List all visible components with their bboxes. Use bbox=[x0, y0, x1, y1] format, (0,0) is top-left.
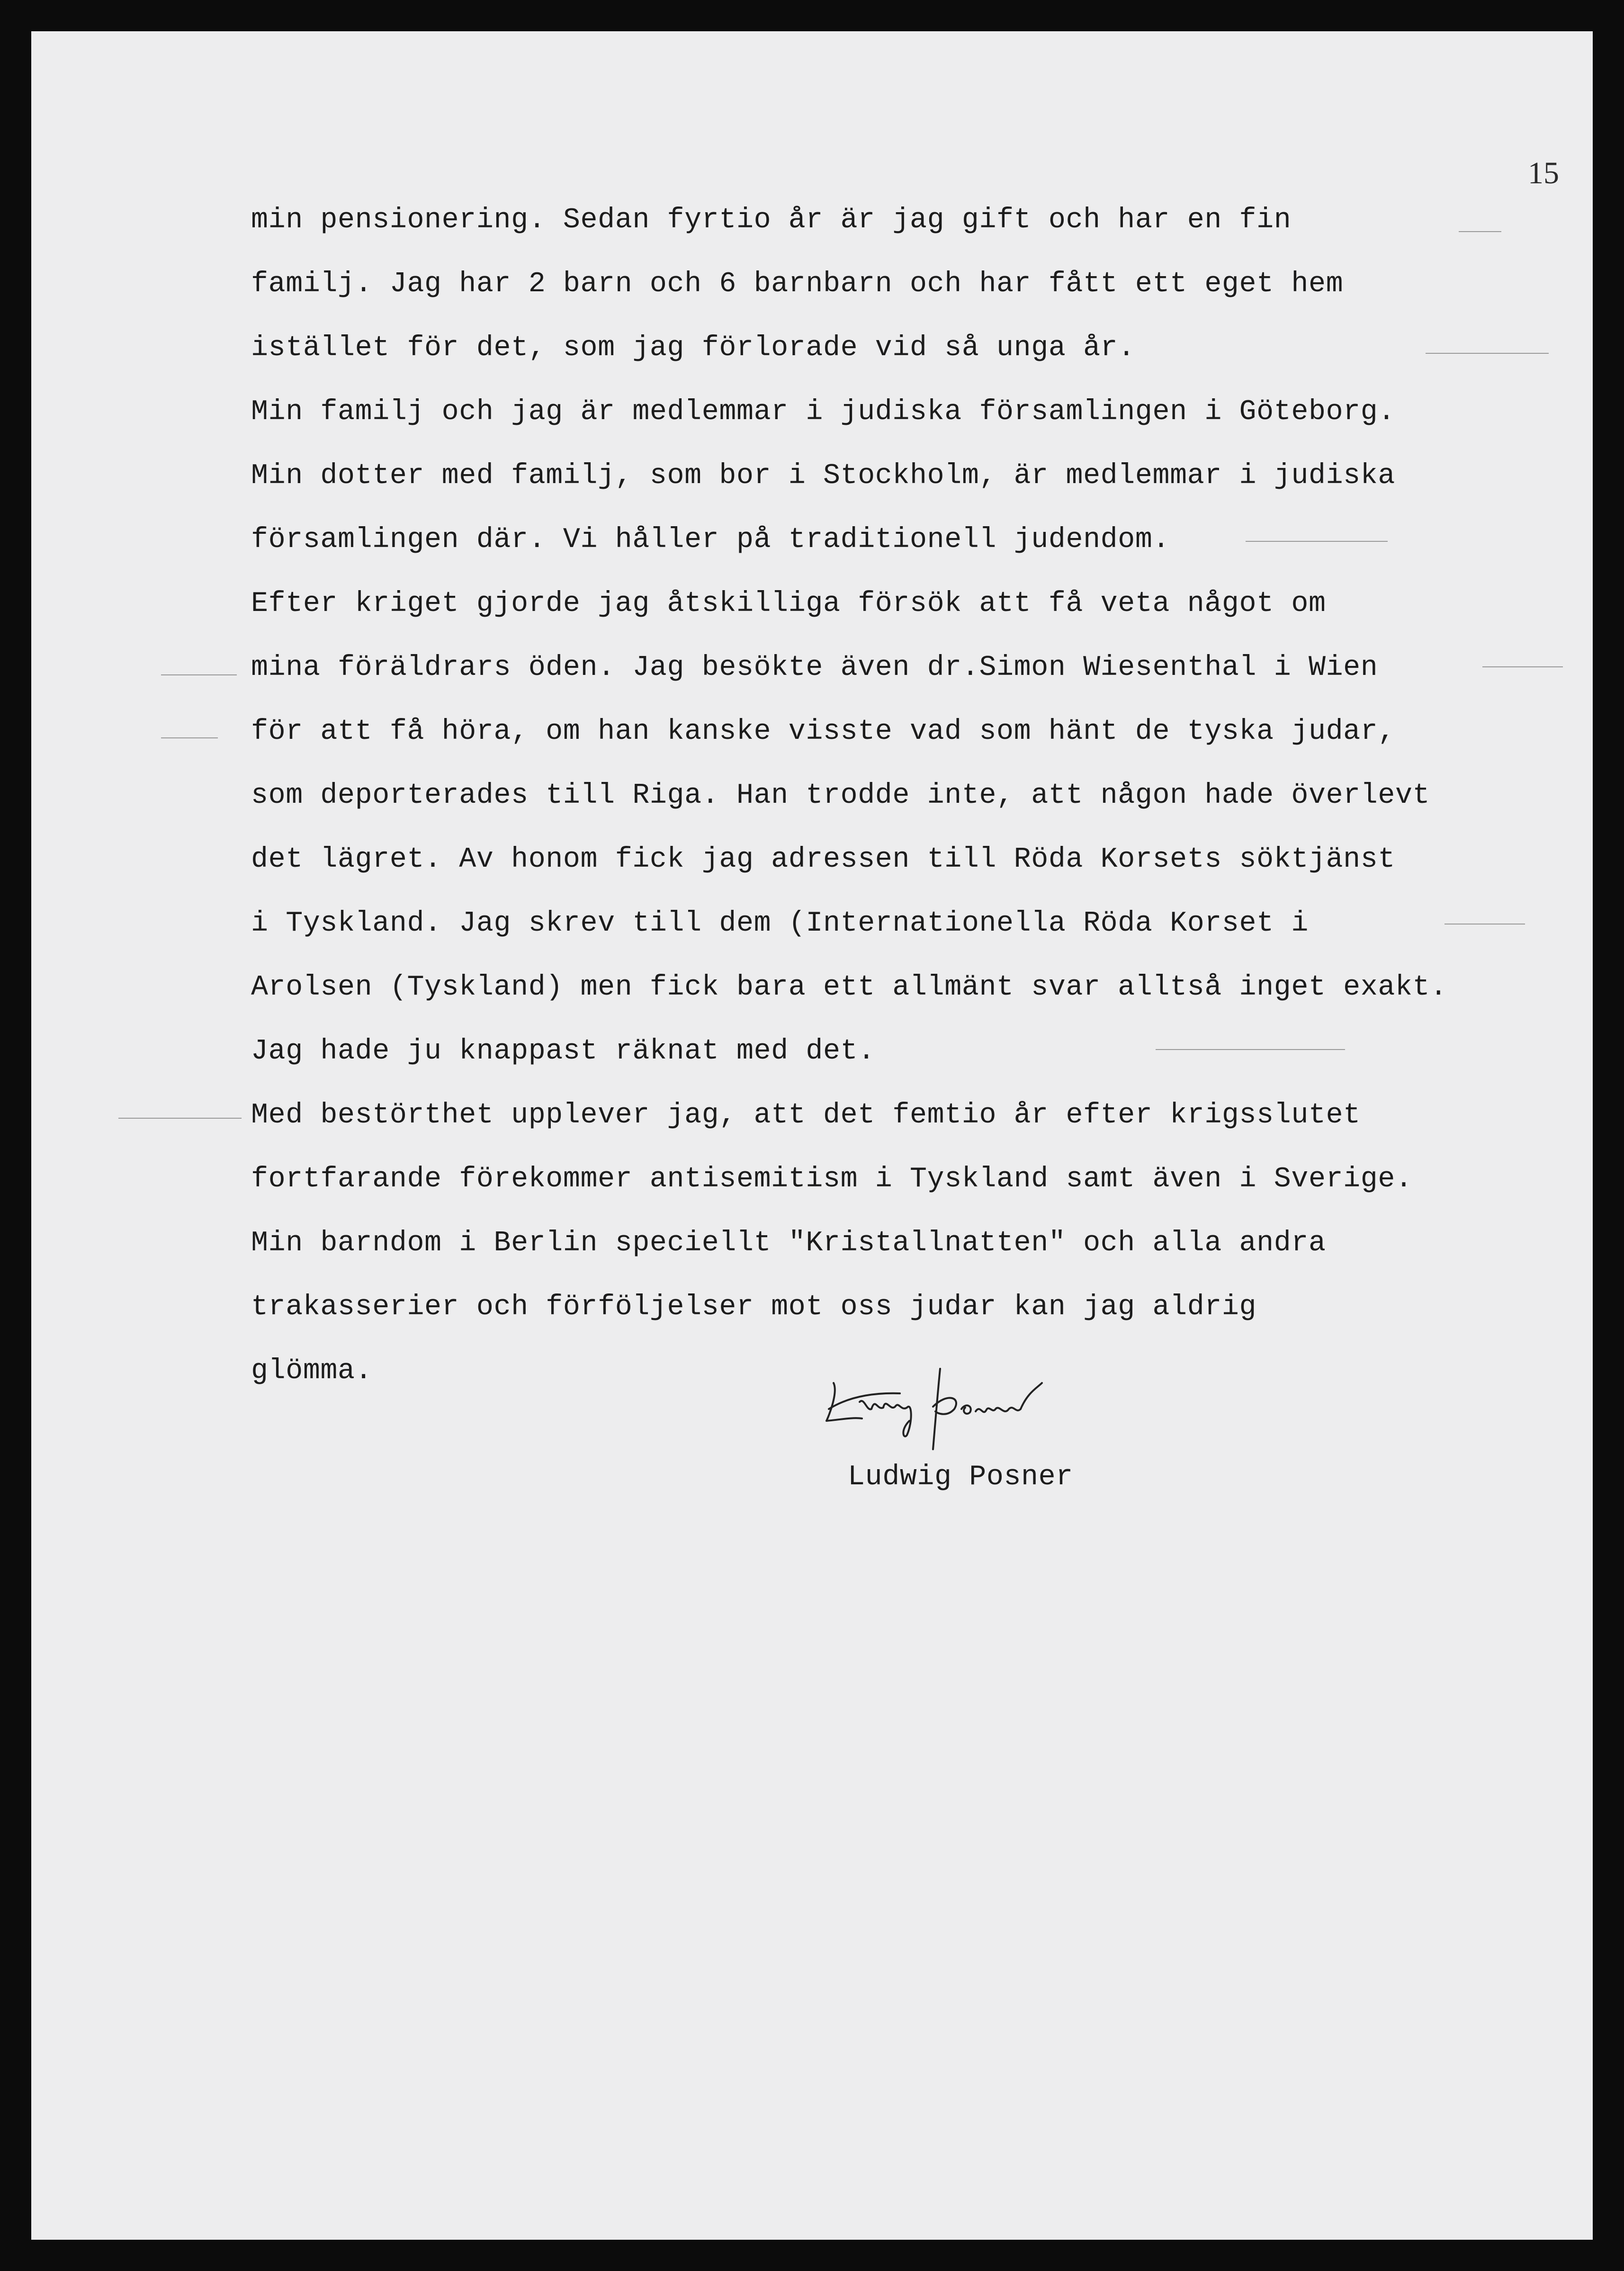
scan-artifact bbox=[1459, 231, 1501, 232]
text-line: Jag hade ju knappast räknat med det. bbox=[251, 1035, 875, 1068]
text-line: Arolsen (Tyskland) men fick bara ett allmänt svar alltså inget exakt. bbox=[251, 971, 1447, 1004]
text-line: istället för det, som jag förlorade vid så unga år. bbox=[251, 332, 1135, 364]
signer-name: Ludwig Posner bbox=[848, 1461, 1073, 1493]
text-line: trakasserier och förföljelser mot oss judar kan jag aldrig bbox=[251, 1291, 1257, 1323]
text-line: som deporterades till Riga. Han trodde inte, att någon hade överlevt bbox=[251, 780, 1430, 812]
text-line: Med bestörthet upplever jag, att det femtio år efter krigsslutet bbox=[251, 1099, 1361, 1131]
scan-artifact bbox=[1445, 924, 1525, 925]
text-line: glömma. bbox=[251, 1355, 373, 1387]
text-line: min pensionering. Sedan fyrtio år är jag gift och har en fin bbox=[251, 204, 1292, 236]
text-line: församlingen där. Vi håller på traditionell judendom. bbox=[251, 524, 1170, 556]
scan-artifact bbox=[118, 1118, 242, 1119]
handwritten-signature bbox=[819, 1364, 1179, 1459]
text-line: mina föräldrars öden. Jag besökte även dr.Simon Wiesenthal i Wien bbox=[251, 652, 1378, 684]
scan-artifact bbox=[161, 674, 237, 675]
scan-artifact bbox=[1246, 541, 1388, 542]
scan-artifact bbox=[161, 737, 218, 738]
letter-body bbox=[251, 189, 1577, 1403]
text-line: i Tyskland. Jag skrev till dem (Internationella Röda Korset i bbox=[251, 907, 1309, 940]
text-line: för att få höra, om han kanske visste vad som hänt de tyska judar, bbox=[251, 716, 1395, 748]
text-line: Min familj och jag är medlemmar i judiska församlingen i Göteborg. bbox=[251, 396, 1395, 428]
page-number: 15 bbox=[1528, 156, 1559, 190]
text-line: fortfarande förekommer antisemitism i Tyskland samt även i Sverige. bbox=[251, 1163, 1413, 1195]
scan-artifact bbox=[1426, 353, 1549, 354]
text-line: Min barndom i Berlin speciellt "Kristallnatten" och alla andra bbox=[251, 1227, 1326, 1259]
text-line: Efter kriget gjorde jag åtskilliga försök att få veta något om bbox=[251, 588, 1326, 620]
text-line: Min dotter med familj, som bor i Stockholm, är medlemmar i judiska bbox=[251, 460, 1395, 492]
scan-artifact bbox=[1482, 666, 1563, 667]
text-line: familj. Jag har 2 barn och 6 barnbarn och har fått ett eget hem bbox=[251, 268, 1344, 300]
text-line: det lägret. Av honom fick jag adressen till Röda Korsets söktjänst bbox=[251, 844, 1395, 876]
scan-artifact bbox=[1156, 1049, 1345, 1050]
